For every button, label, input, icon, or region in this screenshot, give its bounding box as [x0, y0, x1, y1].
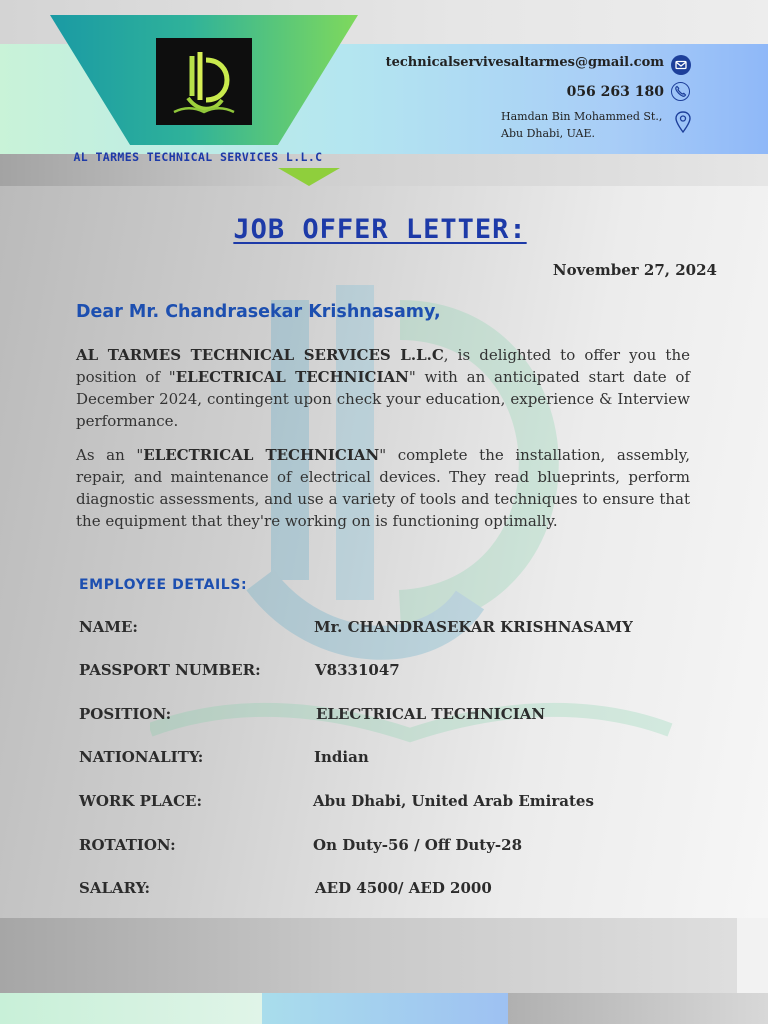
intro-company: AL TARMES TECHNICAL SERVICES L.L.C [76, 346, 444, 364]
role-paragraph [76, 444, 690, 532]
detail-label-rotation: ROTATION: [79, 836, 176, 854]
role-position: ELECTRICAL TECHNICIAN [143, 446, 380, 464]
address-line-2: Abu Dhabi, UAE. [501, 127, 595, 140]
detail-label-work-place: WORK PLACE: [79, 792, 203, 810]
company-logo [156, 38, 252, 125]
employee-details-heading: EMPLOYEE DETAILS: [79, 577, 248, 593]
detail-label-salary: SALARY: [79, 879, 151, 897]
salutation: Dear Mr. Chandrasekar Krishnasamy, [76, 302, 441, 322]
detail-value-salary: AED 4500/ AED 2000 [315, 879, 492, 897]
address-line-1: Hamdan Bin Mohammed St., [501, 110, 663, 123]
footer-right-block [737, 918, 768, 993]
email-icon [671, 55, 691, 75]
contact-phone[interactable]: 056 263 180 [566, 84, 664, 100]
letter-title: JOB OFFER LETTER: [233, 214, 527, 245]
detail-label-position: POSITION: [79, 705, 172, 723]
footer-stripe-blue [262, 993, 508, 1024]
letter-date: November 27, 2024 [552, 261, 717, 279]
detail-label-name: NAME: [79, 618, 138, 636]
footer-stripe-green [0, 993, 262, 1024]
footer-stripe-gray [508, 993, 768, 1024]
role-text-a: As an " [76, 446, 144, 464]
location-pin-icon [673, 110, 693, 134]
detail-value-name: Mr. CHANDRASEKAR KRISHNASAMY [314, 618, 633, 636]
phone-icon [671, 82, 690, 101]
role-text-b: " complete the installation, assembly, repair, and maintenance of electrical devices. They read blueprints, perform diagnostic assessments, and use a variety of tools and techniques to ensure that the equipment that they're working on is functioning optimally. [76, 446, 690, 530]
detail-value-passport: V8331047 [315, 661, 400, 679]
intro-text-b: " with an anticipated start date of December 2024, contingent upon check your education, experience & Interview performance. [76, 368, 690, 430]
detail-value-rotation: On Duty-56 / Off Duty-28 [313, 836, 523, 854]
company-name: AL TARMES TECHNICAL SERVICES L.L.C [73, 150, 323, 164]
intro-text-a: , is delighted to offer you the position of " [76, 346, 690, 386]
detail-label-passport: PASSPORT NUMBER: [79, 661, 261, 679]
detail-label-nationality: NATIONALITY: [79, 748, 204, 766]
intro-paragraph [76, 344, 690, 432]
contact-email[interactable]: technicalservivesaltarmes@gmail.com [385, 55, 664, 70]
intro-position: ELECTRICAL TECHNICIAN [175, 368, 409, 386]
footer-band [0, 918, 768, 993]
detail-value-nationality: Indian [314, 748, 369, 766]
company-logo-mark [156, 38, 252, 125]
contact-address [501, 108, 662, 142]
detail-value-position: ELECTRICAL TECHNICIAN [316, 705, 546, 723]
detail-value-work-place: Abu Dhabi, United Arab Emirates [313, 792, 594, 810]
